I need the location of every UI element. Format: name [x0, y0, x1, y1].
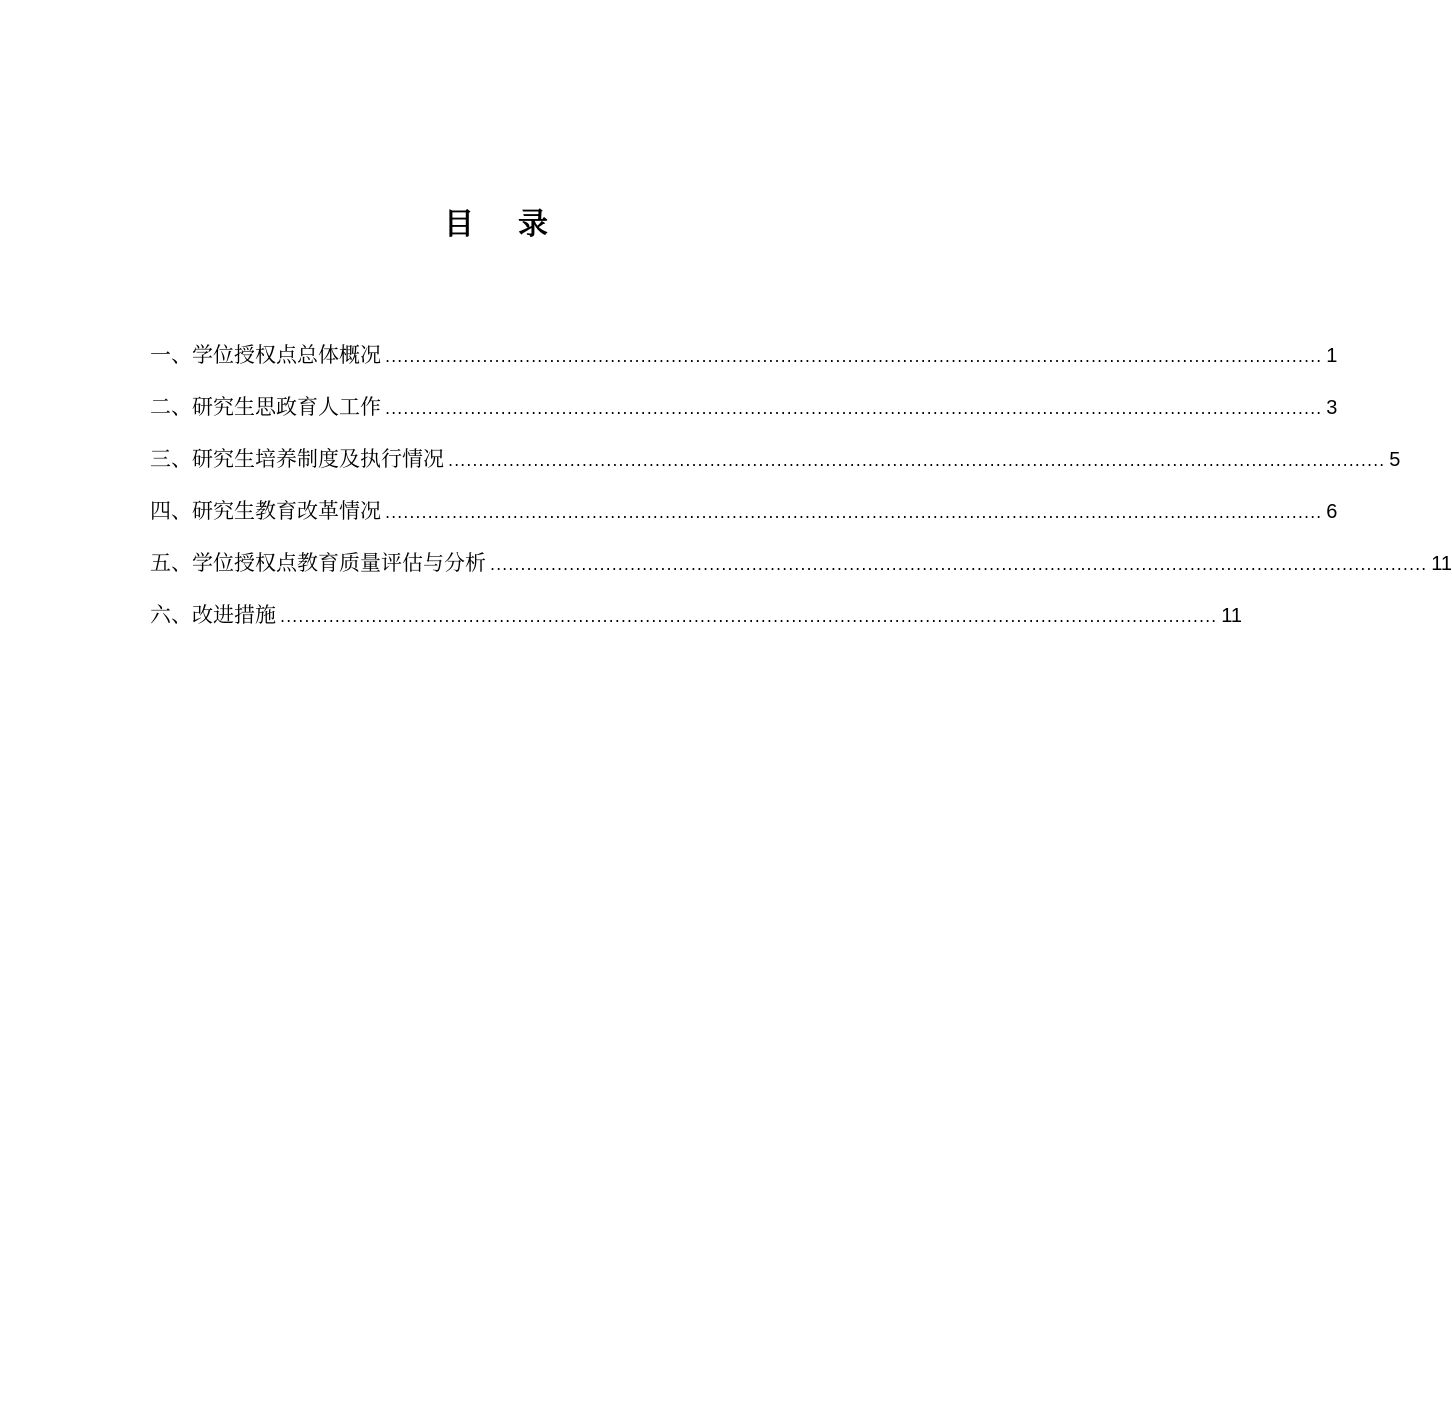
toc-entry-label: 二、研究生思政育人工作 [150, 395, 381, 419]
toc-entry-label: 五、学位授权点教育质量评估与分析 [150, 551, 486, 575]
toc-dot-leader: .......................................................................................................................................................... [448, 451, 1386, 470]
toc-entry-5[interactable] [150, 541, 1452, 593]
toc-dot-leader: .......................................................................................................................................................... [385, 503, 1323, 522]
toc-entry-6[interactable] [150, 593, 1242, 645]
toc-entry-label: 三、研究生培养制度及执行情况 [150, 447, 444, 471]
toc-page-number: 6 [1326, 501, 1338, 523]
toc-entry-1[interactable] [150, 333, 1338, 385]
toc-page-number: 1 [1326, 345, 1338, 367]
toc-dot-leader: .......................................................................................................................................................... [385, 347, 1323, 366]
toc-title: 目录 [444, 207, 592, 242]
toc-page-number: 5 [1389, 449, 1401, 471]
table-of-contents [150, 333, 1452, 645]
toc-entry-label: 四、研究生教育改革情况 [150, 499, 381, 523]
toc-dot-leader: .......................................................................................................................................................... [280, 607, 1218, 626]
toc-entry-3[interactable] [150, 437, 1401, 489]
toc-entry-label: 六、改进措施 [150, 603, 276, 627]
toc-page-number: 11 [1221, 605, 1242, 627]
toc-dot-leader: .......................................................................................................................................................... [490, 555, 1428, 574]
toc-page-number: 11 [1431, 553, 1452, 575]
toc-entry-2[interactable] [150, 385, 1338, 437]
toc-page-number: 3 [1326, 397, 1338, 419]
toc-entry-label: 一、学位授权点总体概况 [150, 343, 381, 367]
toc-dot-leader: .......................................................................................................................................................... [385, 399, 1323, 418]
toc-entry-4[interactable] [150, 489, 1338, 541]
